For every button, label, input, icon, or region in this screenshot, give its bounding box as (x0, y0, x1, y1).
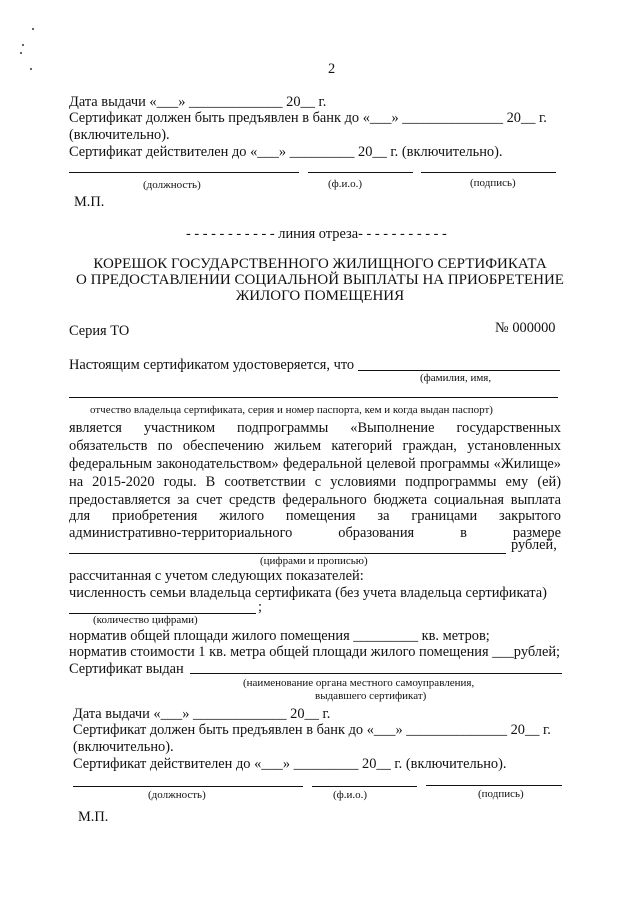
rubles-label: рублей, (511, 537, 557, 553)
authority-caption-1: (наименование органа местного самоуправления, (243, 677, 475, 689)
present-bank-inclusive: (включительно). (69, 127, 170, 143)
cut-line: - - - - - - - - - - - линия отреза- - - - - - - - - - - (186, 226, 447, 242)
signature-line (421, 172, 556, 173)
series-label: Серия ТО (69, 323, 130, 339)
amount-caption: (цифрами и прописью) (260, 555, 368, 567)
paragraph-line-1: является участником подпрограммы «Выполнение государственных (69, 420, 561, 436)
scan-speck (30, 68, 32, 70)
present-bank-inclusive-bottom: (включительно). (73, 739, 174, 755)
title-line-1: КОРЕШОК ГОСУДАРСТВЕННОГО ЖИЛИЩНОГО СЕРТИФИКАТА (93, 256, 547, 272)
name-caption: (ф.и.о.) (328, 178, 363, 190)
certify-intro: Настоящим сертификатом удостоверяется, что (69, 357, 355, 373)
position-signature-line (69, 172, 299, 173)
signature-caption: (подпись) (470, 177, 516, 189)
area-norm-line: норматив общей площади жилого помещения _________ кв. метров; (69, 628, 490, 644)
patronymic-caption: отчество владельца сертификата, серия и номер паспорта, кем и когда выдан паспорт) (90, 404, 493, 416)
paragraph-line-2: обязательств по обеспечению жильем категорий граждан, установленных (69, 438, 561, 454)
quantity-caption: (количество цифрами) (93, 614, 198, 626)
scan-speck (20, 52, 22, 54)
certificate-number: № 000000 (495, 320, 556, 336)
authority-caption-2: выдавшего сертификат) (315, 690, 427, 702)
family-size-line: численность семьи владельца сертификата (без учета владельца сертификата) (69, 585, 547, 601)
paragraph-line-6: для приобретения жилого помещения за границами закрытого (69, 508, 561, 524)
cost-norm-line: норматив стоимости 1 кв. метра общей площади жилого помещения ___рублей; (69, 644, 561, 660)
valid-until-line-bottom: Сертификат действителен до «___» _________ 20__ г. (включительно). (73, 756, 507, 772)
fio-caption: (фамилия, имя, (420, 372, 492, 384)
present-bank-line: Сертификат должен быть предъявлен в банк до «___» ______________ 20__ г. (69, 110, 547, 126)
paragraph-line-3: федеральным законодательством» федеральной целевой программы «Жилище» (69, 456, 561, 472)
scan-speck (22, 44, 24, 46)
holder-details-line (69, 397, 558, 398)
family-count-semicolon: ; (258, 599, 262, 615)
signature-caption-bottom: (подпись) (478, 788, 524, 800)
position-caption-bottom: (должность) (148, 789, 206, 801)
stamp-placeholder-bottom: М.П. (78, 809, 109, 825)
name-caption-bottom: (ф.и.о.) (333, 789, 368, 801)
issued-by-label: Сертификат выдан (69, 661, 184, 677)
position-caption: (должность) (143, 179, 201, 191)
issue-date-line-bottom: Дата выдачи «___» _____________ 20__ г. (73, 706, 331, 722)
stamp-placeholder: М.П. (74, 194, 105, 210)
amount-line (69, 553, 506, 554)
page-number: 2 (328, 61, 336, 77)
paragraph-line-7: административно-территориального образования в размере (69, 525, 561, 541)
issue-date-line: Дата выдачи «___» _____________ 20__ г. (69, 94, 327, 110)
title-line-3: ЖИЛОГО ПОМЕЩЕНИЯ (235, 288, 405, 304)
paragraph-line-5: предоставляется за счет средств федерального бюджета социальная выплата (69, 492, 561, 508)
title-line-2: О ПРЕДОСТАВЛЕНИИ СОЦИАЛЬНОЙ ВЫПЛАТЫ НА ПРИОБРЕТЕНИЕ (76, 272, 564, 288)
paragraph-line-4: на 2015-2020 годы. В соответствии с условиями подпрограммы ему (ей) (69, 474, 561, 490)
calc-intro: рассчитанная с учетом следующих показателей: (69, 568, 364, 584)
signature-line-bottom (426, 785, 562, 786)
name-signature-line (308, 172, 413, 173)
scan-speck (32, 28, 34, 30)
position-signature-line-bottom (73, 786, 303, 787)
holder-name-line (358, 370, 560, 371)
issued-by-line (190, 673, 562, 674)
present-bank-line-bottom: Сертификат должен быть предъявлен в банк до «___» ______________ 20__ г. (73, 722, 551, 738)
valid-until-line: Сертификат действителен до «___» _________ 20__ г. (включительно). (69, 144, 503, 160)
name-signature-line-bottom (312, 786, 417, 787)
